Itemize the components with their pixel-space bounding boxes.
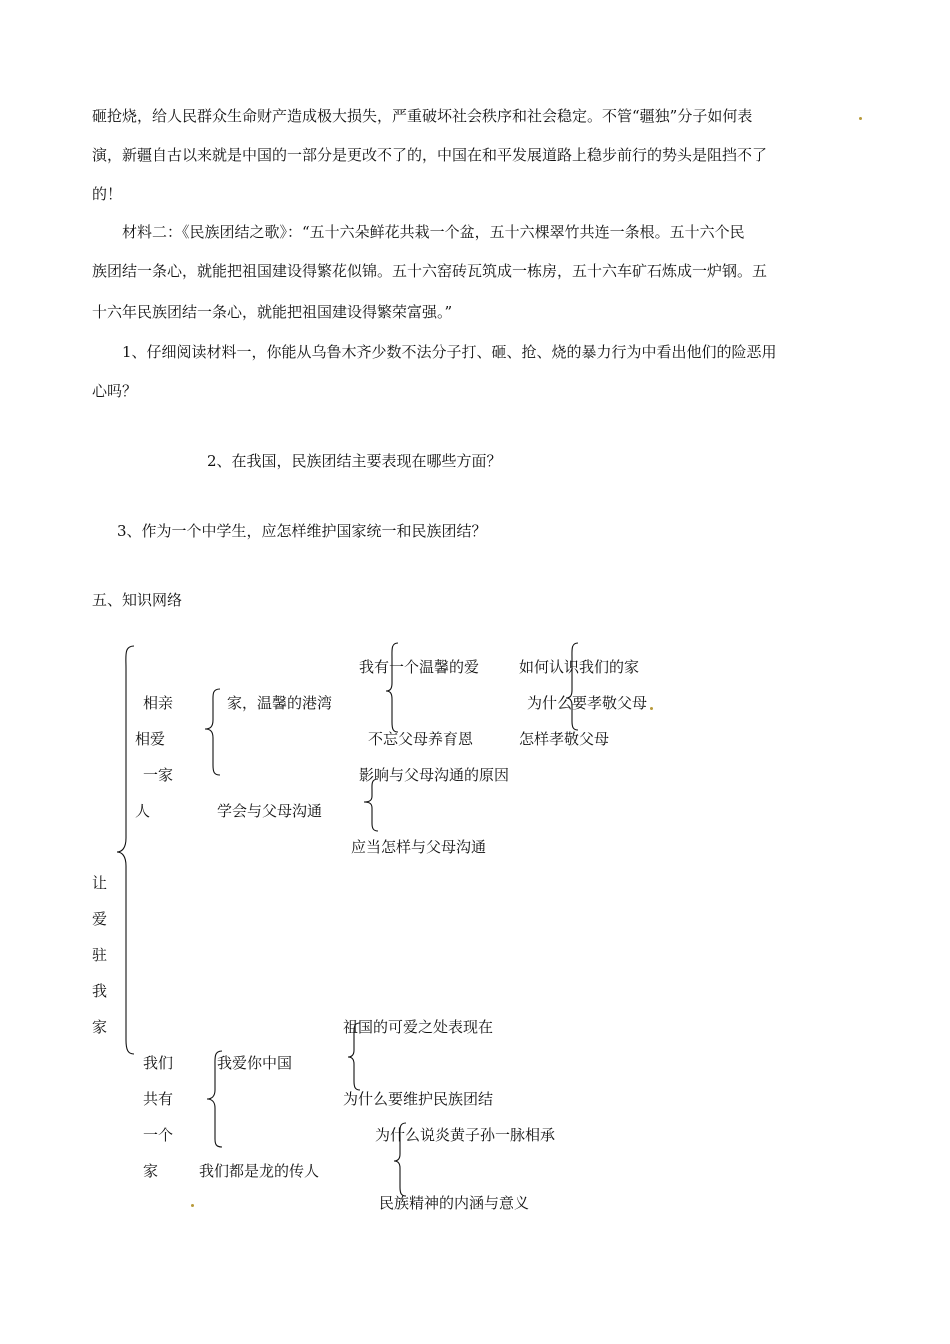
root-brace (117, 646, 134, 1054)
branch1-label: 一家 (143, 766, 174, 784)
question-3: 3、作为一个中学生，应怎样维护国家统一和民族团结？ (117, 522, 487, 540)
branch1-sub1-label: 家，温馨的港湾 (227, 694, 333, 712)
branch1-sub1-item: 我有一个温馨的爱 (359, 658, 480, 676)
branch2-sub1-label: 我爱你中国 (217, 1054, 293, 1072)
question-1: 1、仔细阅读材料一，你能从乌鲁木齐少数不法分子打、砸、抢、烧的暴力行为中看出他们的险恶用 (122, 343, 777, 361)
root-char: 让 (92, 874, 108, 892)
paragraph-line: 材料二：《民族团结之歌》：“五十六朵鲜花共栽一个盆，五十六棵翠竹共连一条根。五十六个民 (122, 223, 745, 241)
branch1-sub2-item: 应当怎样与父母沟通 (351, 838, 487, 856)
branch1-sub2-item: 影响与父母沟通的原因 (359, 766, 510, 784)
branch1-sub2-label: 学会与父母沟通 (217, 802, 323, 820)
question-1-cont: 心吗？ (92, 382, 138, 400)
branch2-label: 我们 (143, 1054, 174, 1072)
branch1-sub1-brace (205, 689, 220, 775)
paragraph-line: 砸抢烧，给人民群众生命财产造成极大损失，严重破坏社会秩序和社会稳定。不管“疆独”分子如何表 (92, 107, 753, 125)
branch2-sub2-item: 为什么说炎黄子孙一脉相承 (375, 1126, 556, 1144)
branch1-label: 人 (135, 802, 151, 820)
paragraph-line: 演，新疆自古以来就是中国的一部分是更改不了的，中国在和平发展道路上稳步前行的势头是阻挡不了 (92, 146, 768, 164)
question-2: 2、在我国，民族团结主要表现在哪些方面？ (207, 452, 502, 470)
section-title: 五、知识网络 (92, 591, 183, 609)
branch1-sub1-detail: 如何认识我们的家 (519, 658, 640, 676)
branch2-label: 一个 (143, 1126, 174, 1144)
branch1-label: 相亲 (143, 694, 174, 712)
paragraph-line: 族团结一条心，就能把祖国建设得繁花似锦。五十六窑砖瓦筑成一栋房，五十六车矿石炼成一炉钢。五 (92, 262, 768, 280)
branch2-sub2-label: 我们都是龙的传人 (199, 1162, 320, 1180)
communication-brace (364, 779, 378, 831)
root-char: 我 (92, 982, 108, 1000)
branch2-sub2-item: 民族精神的内涵与意义 (379, 1194, 530, 1212)
branch2-sub1-item: 为什么要维护民族团结 (343, 1090, 494, 1108)
scan-mark (650, 707, 653, 710)
branch2-label: 家 (143, 1162, 159, 1180)
branch2-sub1-item: 祖国的可爱之处表现在 (343, 1018, 494, 1036)
paragraph-line: 十六年民族团结一条心，就能把祖国建设得繁荣富强。” (92, 303, 453, 321)
paragraph-line: 的！ (92, 185, 123, 203)
branch2-label: 共有 (143, 1090, 174, 1108)
root-char: 爱 (92, 910, 108, 928)
branch1-sub1-detail: 怎样孝敬父母 (519, 730, 610, 748)
branch1-sub1-detail: 为什么要孝敬父母 (527, 694, 648, 712)
branch1-label: 相爱 (135, 730, 166, 748)
root-char: 家 (92, 1018, 108, 1036)
branch1-sub1-item: 不忘父母养育恩 (368, 730, 474, 748)
scan-mark (859, 117, 862, 120)
root-char: 驻 (92, 946, 108, 964)
scan-mark (191, 1204, 194, 1207)
